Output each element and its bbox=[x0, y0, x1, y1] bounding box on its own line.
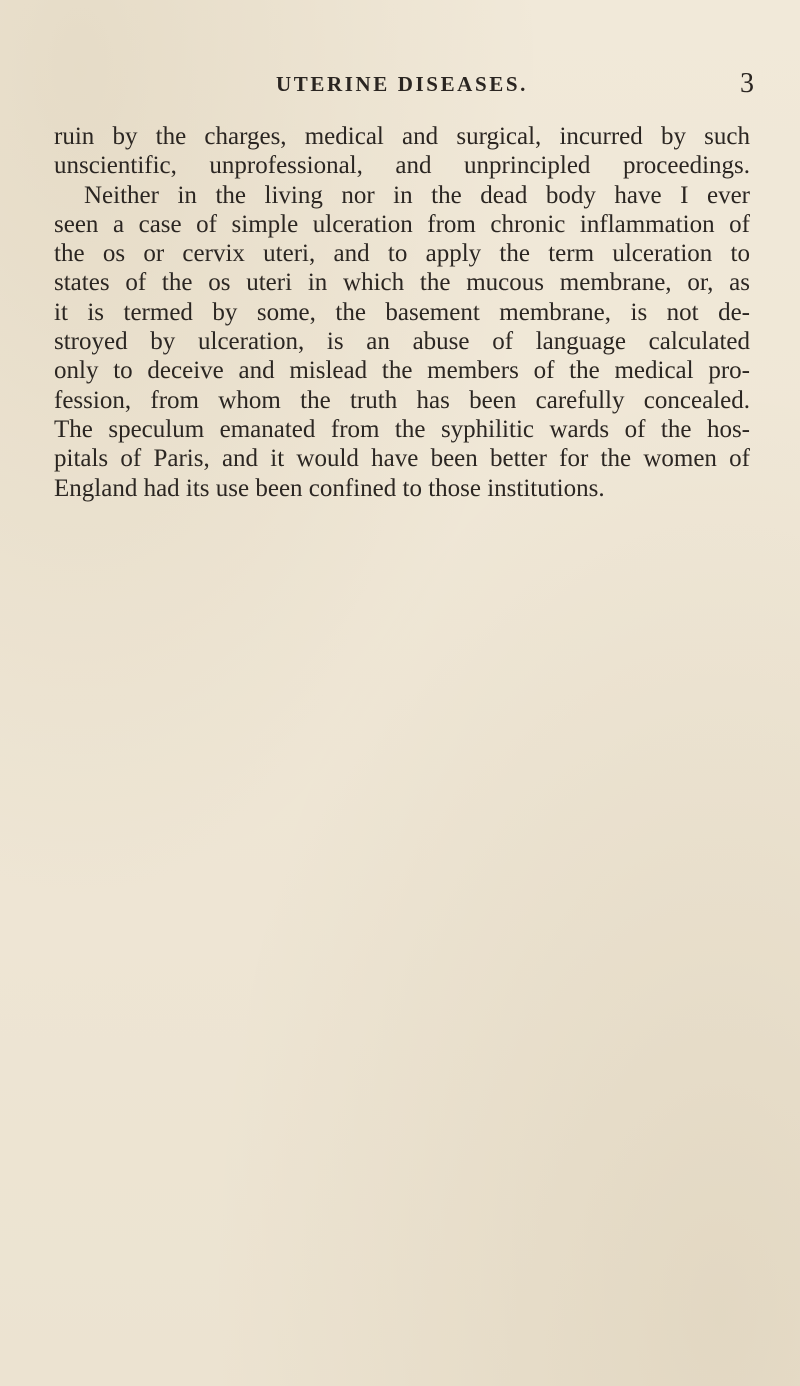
body-text bbox=[54, 122, 750, 503]
running-head bbox=[54, 68, 754, 106]
paragraph-start-line: Neither in the living nor in the dead body have I ever bbox=[84, 181, 750, 209]
text-line: fession, from whom the truth has been carefully concealed. bbox=[54, 386, 750, 414]
text-line: it is termed by some, the basement membrane, is not de- bbox=[54, 298, 750, 326]
text-line: unscientific, unprofessional, and unprincipled proceedings. bbox=[54, 152, 750, 180]
text-line: The speculum emanated from the syphilitic wards of the hos- bbox=[54, 415, 750, 443]
text-line: the os or cervix uteri, and to apply the term ulceration to bbox=[54, 240, 750, 268]
text-line: states of the os uteri in which the mucous membrane, or, as bbox=[54, 269, 750, 297]
text-line: pitals of Paris, and it would have been better for the women of bbox=[54, 445, 750, 473]
running-title: UTERINE DISEASES. bbox=[276, 72, 528, 96]
text-line: seen a case of simple ulceration from chronic inflammation of bbox=[54, 210, 750, 238]
page-number: 3 bbox=[740, 68, 754, 99]
text-line: only to deceive and mislead the members of the medical pro- bbox=[54, 357, 750, 385]
text-line: ruin by the charges, medical and surgical, incurred by such bbox=[54, 123, 750, 150]
text-line: England had its use been confined to those institutions. bbox=[54, 474, 605, 502]
text-line: stroyed by ulceration, is an abuse of language calculated bbox=[54, 328, 750, 356]
